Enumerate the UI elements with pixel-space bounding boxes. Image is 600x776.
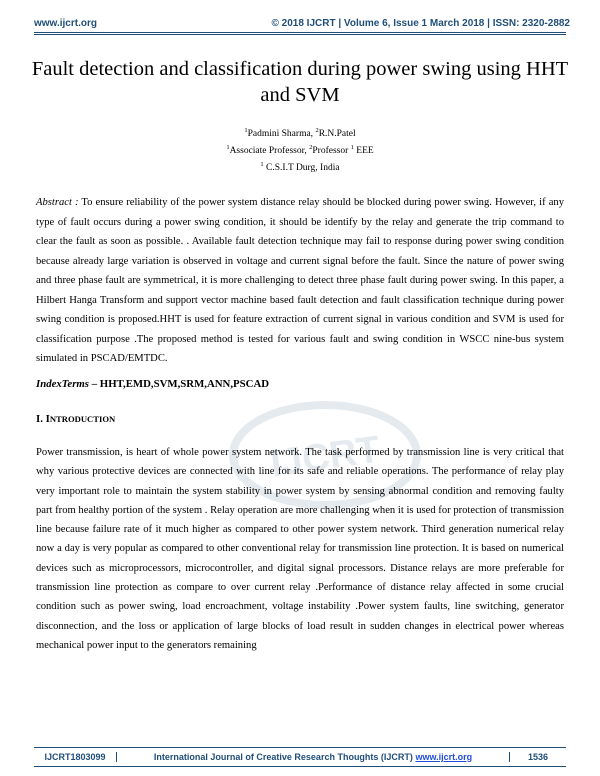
footer-journal: International Journal of Creative Research Thoughts (IJCRT) www.ijcrt.org (117, 752, 510, 762)
index-terms (36, 378, 269, 390)
index-terms-label: IndexTerms (36, 378, 89, 390)
abstract-text: To ensure reliability of the power system distance relay should be blocked during power swing. However, if any type of fault occurs during a power swing condition, it should be identify by the relay and generate the trip command to clear the fault as soon as possible. . Available fault detection technique may fail to response during power swing condition because already large variation is observed in voltage and current signal before the fault. Since the nature of power swing and three phase fault are symmetrical, it is more challenging to detect three phase fault during power swing. In this paper, a Hilbert Hanga Transform and support vector machine based fault detection and fault classification technique during power swing condition is proposed.HHT is used for feature extraction of current signal in various condition and SVM is used for classification purpose .The proposed method is tested for various fault and swing condition in WSCC nine-bus system simulated in PSCAD/EMTDC. (36, 197, 564, 364)
footer-page-number: 1536 (527, 752, 549, 762)
page-footer (34, 747, 566, 767)
footer-link[interactable]: www.ijcrt.org (415, 752, 473, 762)
header-divider (34, 32, 566, 35)
footer-paper-id: IJCRT1803099 (34, 752, 117, 762)
section-heading-introduction: I. INTRODUCTION (36, 413, 116, 425)
abstract (36, 193, 564, 369)
journal-website[interactable]: www.ijcrt.org (34, 18, 97, 29)
journal-issue-info: © 2018 IJCRT | Volume 6, Issue 1 March 2018 | ISSN: 2320-2882 (271, 18, 570, 29)
index-terms-text: – HHT,EMD,SVM,SRM,ANN,PSCAD (89, 378, 270, 390)
introduction-paragraph: Power transmission, is heart of whole power system network. The task performed by transmission line is very critical that why various protective devices are connected with line for its safe and reliable operations. The performance of relay play very important role to maintain the system stability in power system by sensing abnormal condition and removing faulty part from healthy portion of the system . Relay operation are more challenging when it is used for protection of transmission line because failure rate of it much higher as compared to other power system network. Third generation numerical relay now a day is very popular as compared to other conventional relay for transmission line protection. It is based on numerical devices such as microprocessors, microcontroller, and digital signal processors. Distance relays are more preferable for transmission line protection as compare to over current relay .Performance of distance relay affected in some crucial condition such as power swing, load encroachment, voltage instability .Power system faults, line switching, generator disconnection, and the loss or application of large blocks of load result in sudden changes in electrical power whereas mechanical power input to the generators remaining (36, 447, 564, 651)
author-block (0, 124, 600, 175)
paper-title: Fault detection and classification during power swing using HHT and SVM (31, 58, 569, 106)
author-affiliation: $^1$ C.S.I.T Durg, India (260, 161, 340, 174)
author-names: $^1$Padmini Sharma, $^2$R.N.Patel (244, 127, 356, 140)
author-positions: $^1$Associate Professor, $^2$Professor $^1$ EEE (226, 144, 374, 157)
abstract-label: Abstract : (36, 197, 79, 208)
watermark-text: IJCRT (267, 428, 383, 486)
